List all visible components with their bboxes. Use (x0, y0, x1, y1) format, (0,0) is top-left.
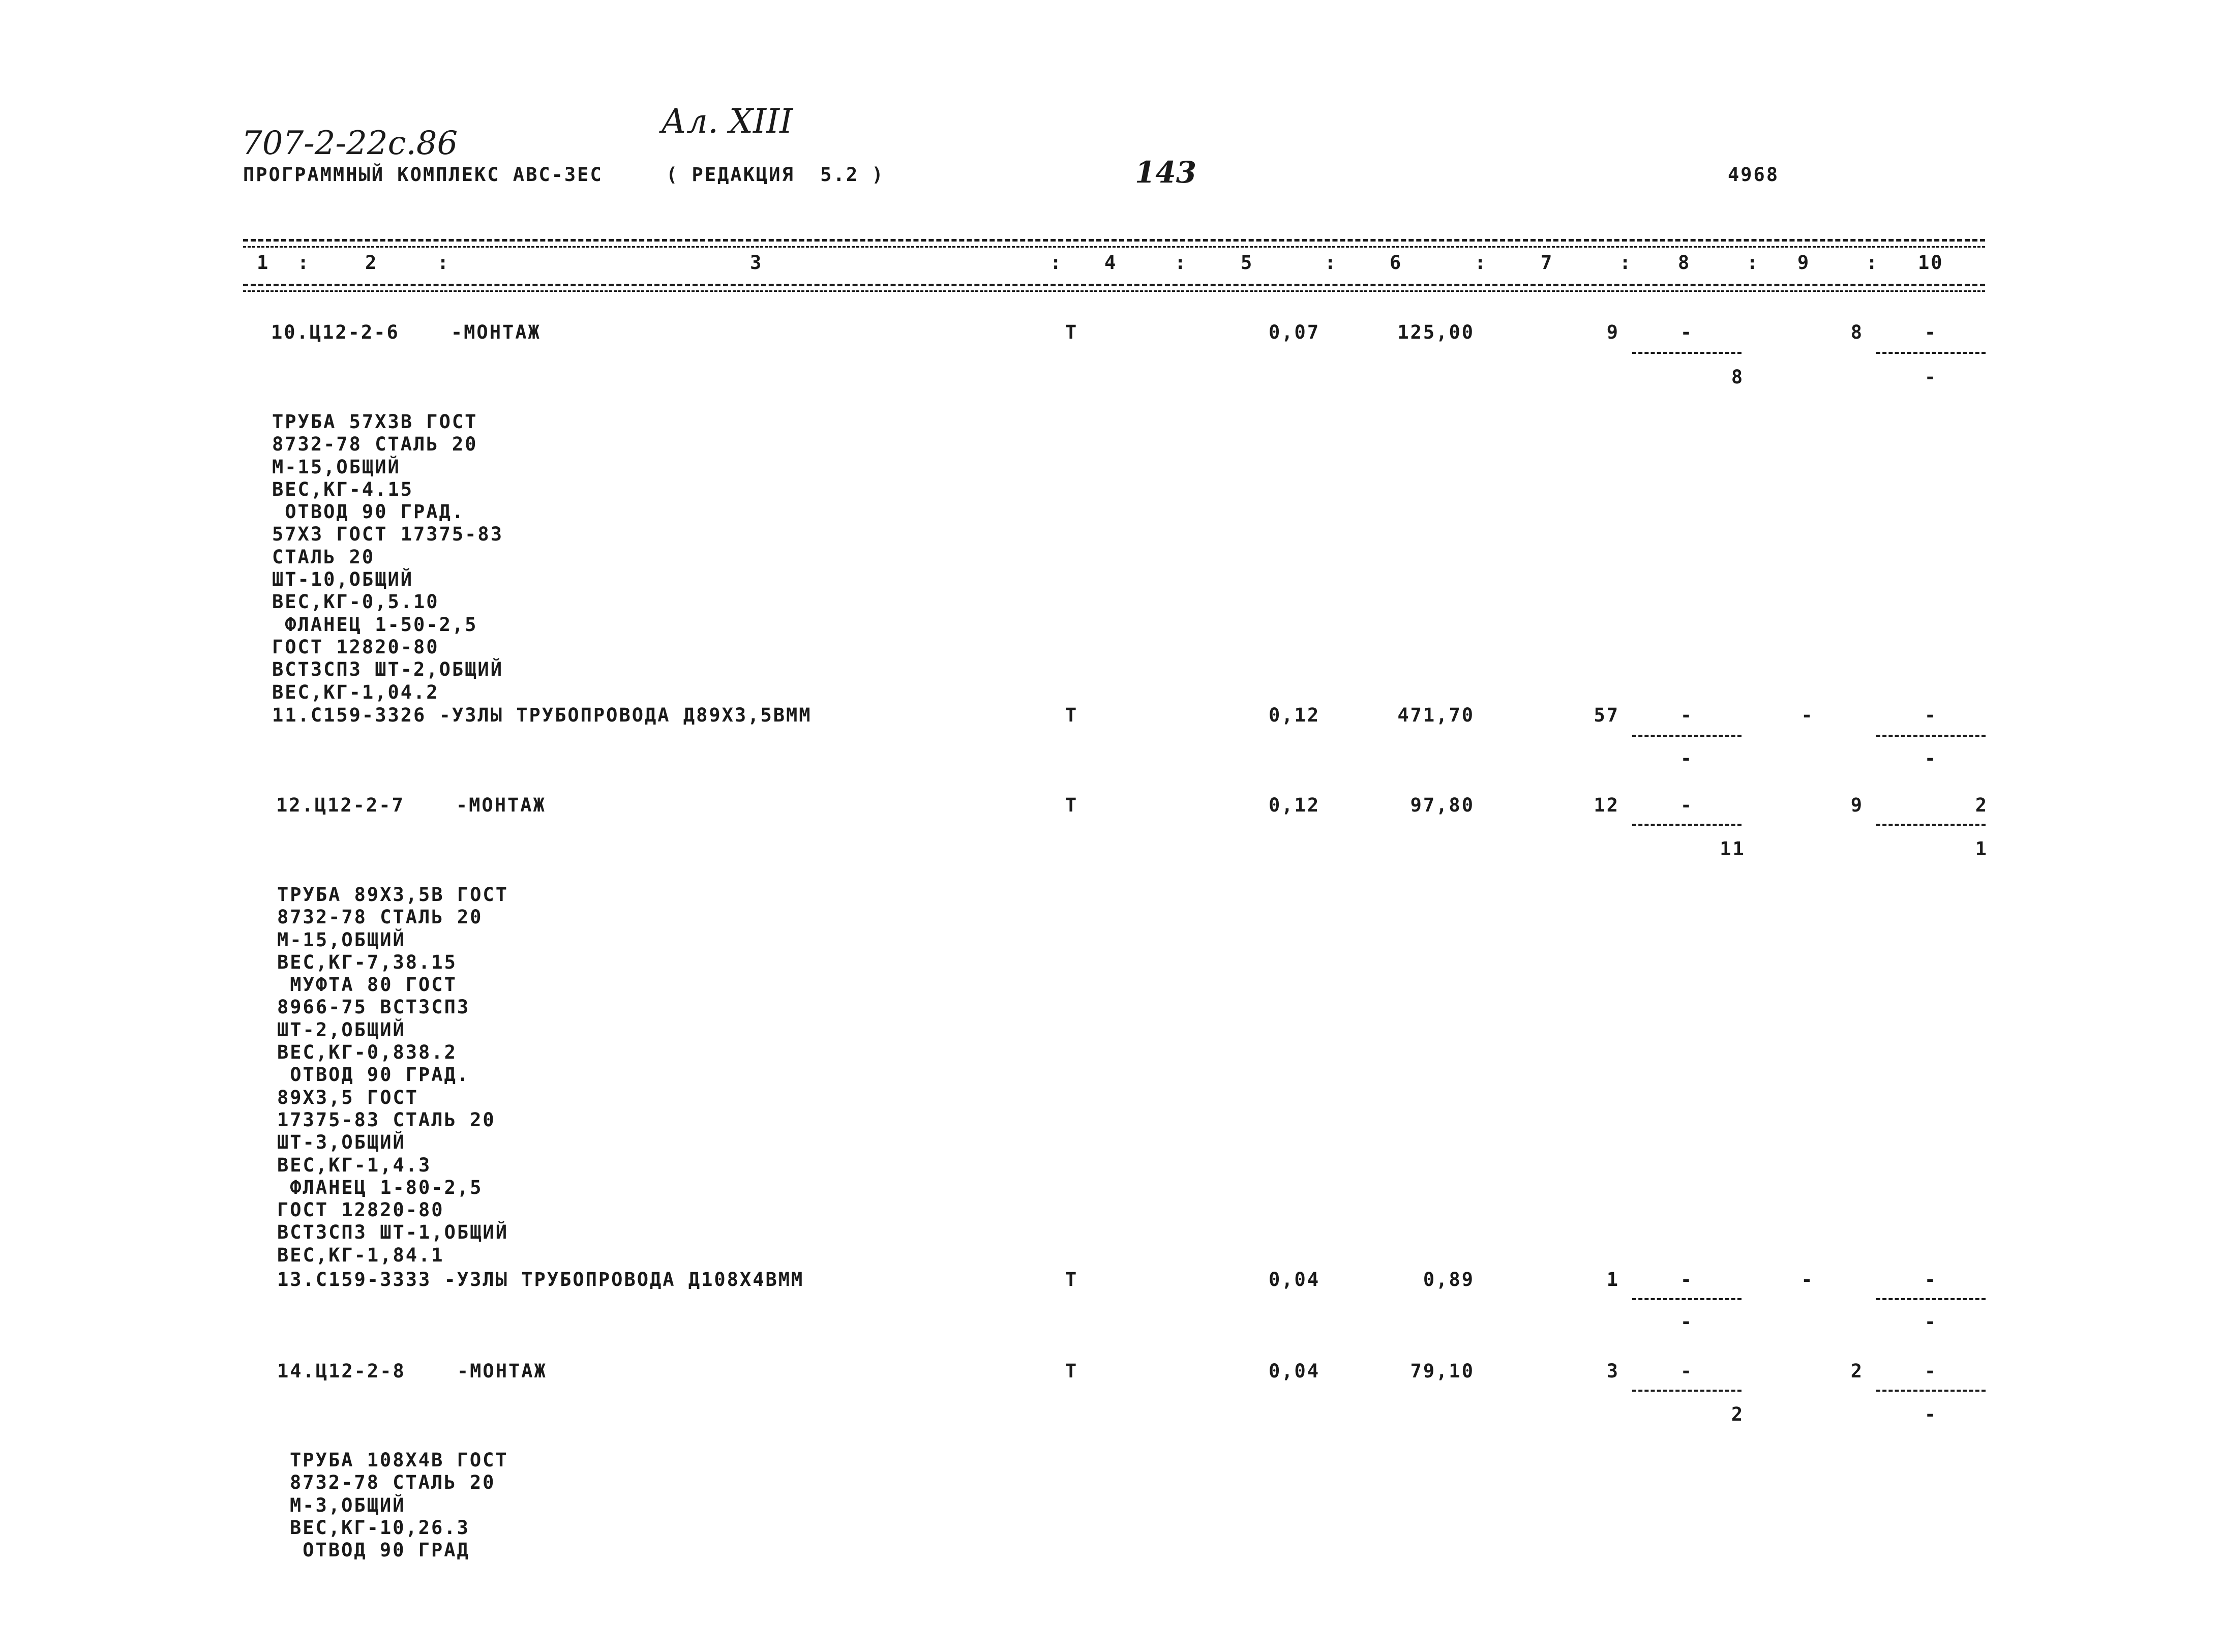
description-line: МУФТА 80 ГОСТ (277, 974, 457, 996)
row-title: 11.С159-3326 -УЗЛЫ ТРУБОПРОВОДА Д89Х3,5ВММ (272, 704, 812, 726)
description-line: 17375-83 СТАЛЬ 20 (277, 1108, 496, 1131)
row-col9: - (1801, 1269, 1814, 1290)
header-bottom-rule-2 (243, 290, 1985, 292)
fraction-bar (1876, 735, 1986, 737)
description-line: ФЛАНЕЦ 1-50-2,5 (272, 613, 478, 636)
column-separator: : (1050, 252, 1063, 274)
description-line: ВЕС,КГ-10,26.3 (290, 1516, 470, 1539)
column-header-5: 5 (1241, 252, 1254, 274)
description-line: ТРУБА 108Х4В ГОСТ (290, 1449, 508, 1471)
handwritten-page-number: 143 (1135, 155, 1197, 190)
description-line: ТРУБА 89Х3,5В ГОСТ (277, 884, 508, 906)
column-separator: : (297, 252, 311, 274)
description-line: ВЕС,КГ-1,4.3 (277, 1154, 432, 1176)
header-top-rule-2 (243, 246, 1985, 248)
column-header-7: 7 (1541, 252, 1554, 274)
row-col10-numerator: - (1924, 321, 1938, 343)
row-quantity: 0,04 (1269, 1360, 1320, 1382)
row-title: 13.С159-3333 -УЗЛЫ ТРУБОПРОВОДА Д108Х4ВММ (277, 1269, 804, 1290)
program-title: ПРОГРАММНЫЙ КОМПЛЕКС АВС-ЗЕС (243, 164, 603, 186)
description-line: ГОСТ 12820-80 (272, 636, 439, 658)
row-price: 125,00 (1397, 321, 1475, 343)
row-col8-numerator: - (1680, 1269, 1694, 1290)
description-line: ГОСТ 12820-80 (277, 1199, 444, 1221)
header-top-rule (243, 239, 1985, 242)
description-line: ВЕС,КГ-0,838.2 (277, 1041, 457, 1064)
description-line: СТАЛЬ 20 (272, 546, 375, 568)
row-col8-denominator: 8 (1731, 366, 1745, 388)
description-line: ФЛАНЕЦ 1-80-2,5 (277, 1176, 483, 1198)
row-col10-numerator: - (1924, 1360, 1938, 1382)
row-col8-left: 9 (1606, 321, 1619, 343)
fraction-bar (1632, 735, 1741, 737)
row-quantity: 0,12 (1269, 794, 1320, 816)
description-line: ШТ-10,ОБЩИЙ (272, 568, 414, 591)
row-unit: Т (1065, 1360, 1078, 1382)
description-line: 89Х3,5 ГОСТ (277, 1086, 419, 1108)
row-unit: Т (1065, 704, 1078, 726)
row-price: 97,80 (1410, 794, 1475, 816)
program-edition: ( РЕДАКЦИЯ 5.2 ) (666, 164, 885, 186)
fraction-bar (1876, 824, 1986, 826)
fraction-bar (1632, 1390, 1741, 1392)
row-price: 79,10 (1410, 1360, 1475, 1382)
description-line: ВЕС,КГ-0,5.10 (272, 591, 439, 613)
description-line: ОТВОД 90 ГРАД. (272, 501, 465, 523)
description-line: ШТ-3,ОБЩИЙ (277, 1131, 406, 1154)
row-col8-numerator: - (1680, 794, 1694, 816)
column-separator: : (1325, 252, 1338, 274)
fraction-bar (1632, 352, 1741, 354)
row-col8-numerator: - (1680, 321, 1694, 343)
description-line: ВСТЗСПЗ ШТ-1,ОБЩИЙ (277, 1221, 508, 1244)
column-separator: : (1619, 252, 1633, 274)
column-header-8: 8 (1678, 252, 1691, 274)
sheet-mark: Ал. XIII (661, 102, 793, 141)
row-col10-numerator: - (1924, 1269, 1938, 1290)
description-line: ВЕС,КГ-1,04.2 (272, 681, 439, 703)
row-col10-left: 9 (1850, 794, 1864, 816)
description-line: 8732-78 СТАЛЬ 20 (277, 906, 483, 928)
description-line: М-3,ОБЩИЙ (290, 1494, 406, 1516)
row-col10-left: 2 (1850, 1360, 1864, 1382)
row-col9: - (1801, 704, 1814, 726)
column-separator: : (1475, 252, 1488, 274)
row-title: 14.Ц12-2-8 -МОНТАЖ (277, 1360, 547, 1382)
row-unit: Т (1065, 321, 1078, 343)
row-col8-denominator: 11 (1720, 838, 1746, 860)
description-line: ВЕС,КГ-4.15 (272, 478, 414, 500)
column-header-1: 1 (257, 252, 270, 274)
row-col10-numerator: 2 (1975, 794, 1988, 816)
column-separator: : (1175, 252, 1188, 274)
description-line: ШТ-2,ОБЩИЙ (277, 1018, 406, 1041)
row-col10-numerator: - (1924, 704, 1938, 726)
row-quantity: 0,12 (1269, 704, 1320, 726)
document-code: 707-2-22с.86 (242, 125, 458, 162)
description-line: ВЕС,КГ-1,84.1 (277, 1244, 444, 1266)
fraction-bar (1876, 1390, 1986, 1392)
column-header-4: 4 (1104, 252, 1118, 274)
description-line: 57Х3 ГОСТ 17375-83 (272, 523, 503, 546)
row-col10-denominator: - (1924, 747, 1938, 769)
column-header-10: 10 (1918, 252, 1944, 274)
row-title: 12.Ц12-2-7 -МОНТАЖ (276, 794, 546, 816)
column-separator: : (1747, 252, 1760, 274)
row-description (277, 884, 508, 1267)
description-line: 8732-78 СТАЛЬ 20 (290, 1471, 496, 1494)
row-description (290, 1449, 508, 1561)
description-line: ОТВОД 90 ГРАД. (277, 1064, 470, 1086)
fraction-bar (1632, 824, 1741, 826)
column-header-9: 9 (1797, 252, 1811, 274)
description-line: ОТВОД 90 ГРАД (290, 1539, 470, 1561)
row-col8-left: 1 (1606, 1269, 1619, 1290)
row-col8-numerator: - (1680, 704, 1694, 726)
description-line: 8732-78 СТАЛЬ 20 (272, 433, 478, 456)
column-header-2: 2 (365, 252, 378, 274)
row-quantity: 0,04 (1269, 1269, 1320, 1290)
description-line: ТРУБА 57Х3В ГОСТ (272, 411, 478, 433)
row-description (272, 411, 503, 704)
column-separator: : (437, 252, 451, 274)
description-line: 8966-75 ВСТЗСПЗ (277, 996, 470, 1018)
row-col8-left: 3 (1606, 1360, 1619, 1382)
header-bottom-rule (243, 284, 1985, 286)
row-col10-denominator: - (1924, 1311, 1938, 1333)
row-col10-denominator: 1 (1975, 838, 1988, 860)
column-header-6: 6 (1390, 252, 1403, 274)
fraction-bar (1876, 1298, 1986, 1300)
description-line: ВСТЗСПЗ ШТ-2,ОБЩИЙ (272, 658, 503, 681)
page-number: 4968 (1728, 164, 1780, 186)
row-col10-left: 8 (1850, 321, 1864, 343)
row-quantity: 0,07 (1269, 321, 1320, 343)
column-separator: : (1866, 252, 1879, 274)
row-col8-left: 12 (1594, 794, 1619, 816)
fraction-bar (1632, 1298, 1741, 1300)
fraction-bar (1876, 352, 1986, 354)
row-unit: Т (1065, 1269, 1078, 1290)
row-col8-denominator: - (1680, 1311, 1694, 1333)
row-col8-numerator: - (1680, 1360, 1694, 1382)
row-col8-denominator: 2 (1731, 1403, 1745, 1425)
row-price: 471,70 (1397, 704, 1475, 726)
row-col10-denominator: - (1924, 366, 1938, 388)
row-price: 0,89 (1423, 1269, 1475, 1290)
description-line: М-15,ОБЩИЙ (277, 928, 406, 951)
description-line: М-15,ОБЩИЙ (272, 456, 401, 478)
row-col8-denominator: - (1680, 747, 1694, 769)
row-col10-denominator: - (1924, 1403, 1938, 1425)
description-line: ВЕС,КГ-7,38.15 (277, 951, 457, 973)
row-col8-left: 57 (1594, 704, 1619, 726)
row-title: 10.Ц12-2-6 -МОНТАЖ (271, 321, 541, 343)
column-header-3: 3 (750, 252, 763, 274)
row-unit: Т (1065, 794, 1078, 816)
